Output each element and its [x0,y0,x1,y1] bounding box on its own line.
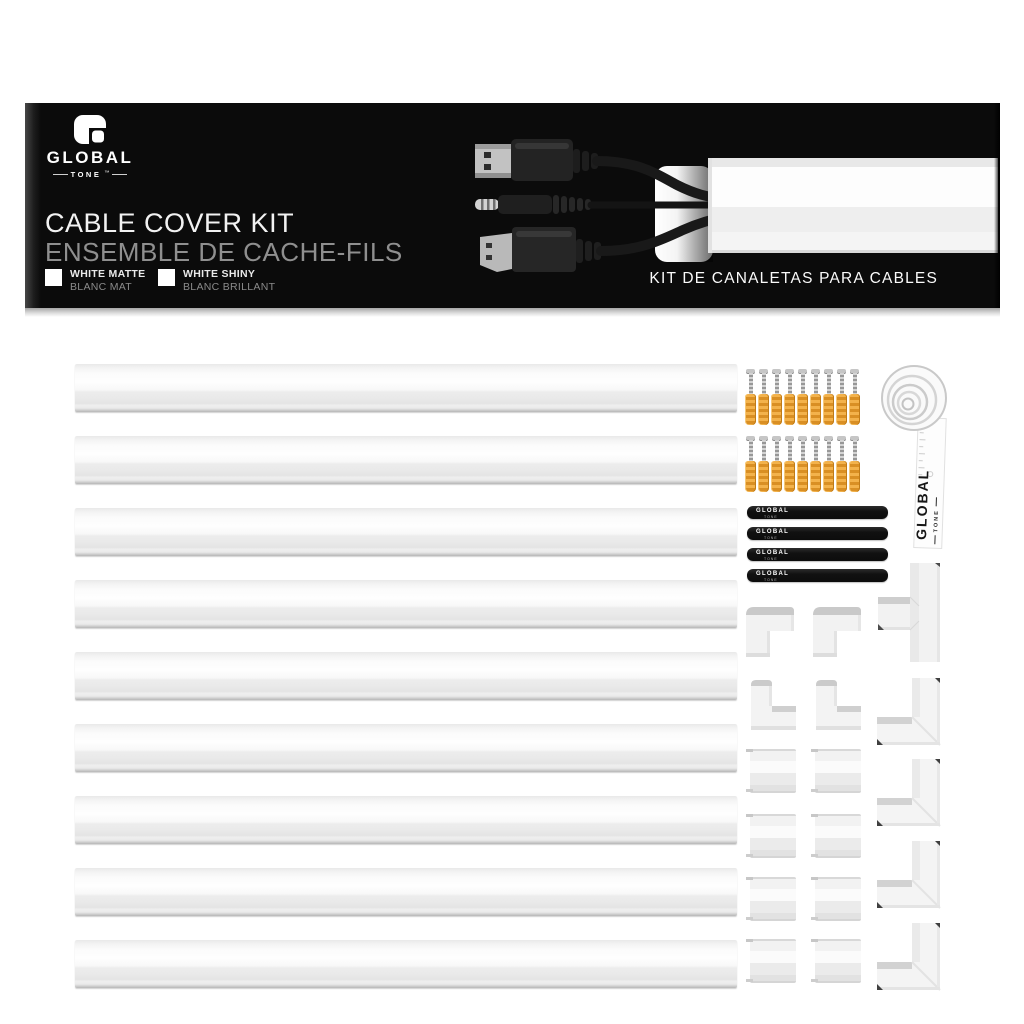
coupler-joint [815,939,861,983]
product-title-fr: ENSEMBLE DE CACHE-FILS [45,237,403,267]
velcro-tie: GLOBAL TONE [747,569,888,582]
option-label-fr: BLANC BRILLANT [183,281,276,294]
screw-anchor [810,436,821,493]
option-label-fr: BLANC MAT [70,281,133,294]
coupler-joint [750,814,796,858]
coupler-joint [750,939,796,983]
screw-anchor [784,369,795,426]
outside-corner [873,839,947,911]
brand-subname: TONE ™ [45,170,135,179]
screw-anchor [849,436,860,493]
flat-elbow [809,603,865,661]
coupler-joint [815,877,861,921]
measuring-tape [876,362,954,554]
screw-anchor [745,436,756,493]
coupler-joint [750,877,796,921]
screw-anchor [797,436,808,493]
screw-anchor [758,369,769,426]
outside-corner [873,757,947,829]
option-label-en: WHITE SHINY [183,268,256,280]
cable-cover-strip [75,940,737,988]
cable-cover-strip [75,364,737,412]
cable-cover-strip [75,868,737,916]
product-title-es: KIT DE CANALETAS PARA CABLES [649,270,938,287]
screw-anchor [810,369,821,426]
cable-cover-strip [75,724,737,772]
velcro-tie: GLOBAL TONE [747,527,888,540]
outside-corner [873,676,947,748]
cable-cover-strip [75,436,737,484]
screw-anchor [823,369,834,426]
screw-anchor [797,369,808,426]
screw-anchor [771,369,782,426]
screw-anchor [836,369,847,426]
screw-anchor [849,369,860,426]
brand-name: GLOBAL [46,148,134,167]
cable-cover-strip [75,580,737,628]
tape-sub-text: TONE [933,509,941,533]
coupler-joint [815,749,861,793]
screw-anchor [771,436,782,493]
option-label-en: WHITE MATTE [70,268,146,280]
coupler-joint [750,749,796,793]
flat-elbow [811,676,865,734]
screw-anchor [758,436,769,493]
velcro-tie: GLOBAL TONE [747,548,888,561]
screw-anchor [823,436,834,493]
flat-elbow [742,603,798,661]
screw-anchor [745,369,756,426]
screw-anchor [784,436,795,493]
outside-corner [873,921,947,993]
tape-brand-text: GLOBAL [912,468,932,541]
screw-anchor [836,436,847,493]
flat-elbow [746,676,800,734]
coupler-joint [815,814,861,858]
cable-cover-strip [75,796,737,844]
cable-cover-strip [75,652,737,700]
product-title-en: CABLE COVER KIT [45,208,295,238]
velcro-tie: GLOBAL TONE [747,506,888,519]
cable-cover-strip [75,508,737,556]
